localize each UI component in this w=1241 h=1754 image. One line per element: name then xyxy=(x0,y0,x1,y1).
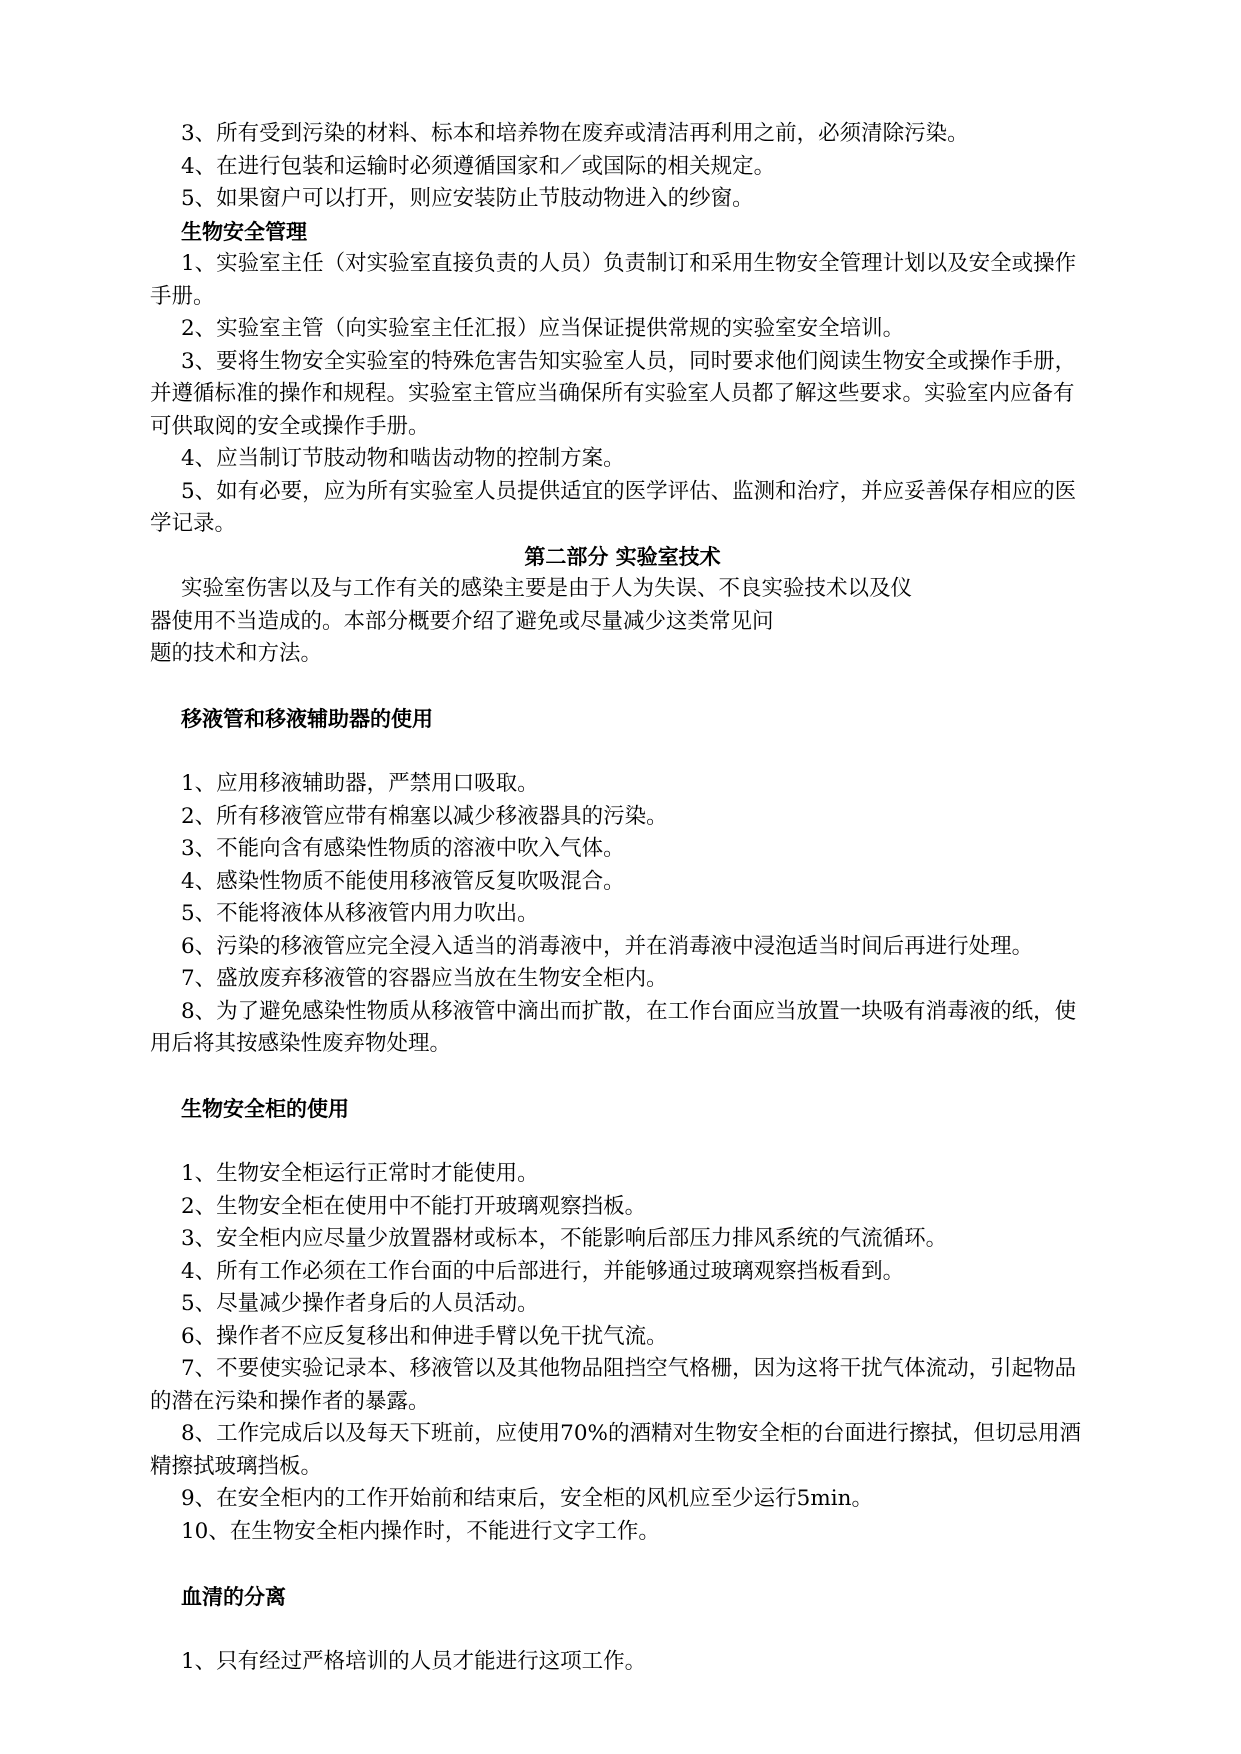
list-item: 3、要将生物安全实验室的特殊危害告知实验室人员，同时要求他们阅读生物安全或操作手册，并遵循标准的操作和规程。实验室主管应当确保所有实验室人员都了解这些要求。实验室内应备有可供取阅的安全或操作手册。 xyxy=(150,348,1077,439)
spacer xyxy=(150,671,1095,704)
list-item: 5、如有必要，应为所有实验室人员提供适宜的医学评估、监测和治疗，并应妥善保存相应的医学记录。 xyxy=(150,478,1077,536)
list-item: 3、不能向含有感染性物质的溶液中吹入气体。 xyxy=(181,836,625,861)
list-item: 3、安全柜内应尽量少放置器材或标本，不能影响后部压力排风系统的气流循环。 xyxy=(181,1226,948,1251)
spacer xyxy=(150,736,1095,769)
list-item: 2、实验室主管（向实验室主任汇报）应当保证提供常规的实验室安全培训。 xyxy=(181,316,905,341)
section-heading-biosafety-management: 生物安全管理 xyxy=(181,219,307,244)
list-item: 9、在安全柜内的工作开始前和结束后，安全柜的风机应至少运行5min。 xyxy=(181,1486,873,1511)
spacer xyxy=(150,1061,1095,1094)
list-item: 4、所有工作必须在工作台面的中后部进行，并能够通过玻璃观察挡板看到。 xyxy=(181,1258,905,1284)
intro-paragraph: 实验室伤害以及与工作有关的感染主要是由于人为失误、不良实验技术以及仪器使用不当造成的。本部分概要介绍了避免或尽量减少这类常见问 xyxy=(150,576,913,634)
list-item: 4、应当制订节肢动物和啮齿动物的控制方案。 xyxy=(181,446,625,471)
list-item: 5、不能将液体从移液管内用力吹出。 xyxy=(181,901,539,926)
section-heading-serum: 血清的分离 xyxy=(181,1584,286,1609)
list-item: 8、为了避免感染性物质从移液管中滴出而扩散，在工作台面应当放置一块吸有消毒液的纸，使用后将其按感染性废弃物处理。 xyxy=(150,998,1077,1056)
list-item: 2、生物安全柜在使用中不能打开玻璃观察挡板。 xyxy=(181,1193,647,1219)
section-heading-pipette: 移液管和移液辅助器的使用 xyxy=(181,707,433,731)
list-item: 7、不要使实验记录本、移液管以及其他物品阻挡空气格栅，因为这将干扰气体流动，引起物品的潜在污染和操作者的暴露。 xyxy=(150,1356,1077,1414)
list-item: 6、污染的移液管应完全浸入适当的消毒液中，并在消毒液中浸泡适当时间后再进行处理。 xyxy=(181,933,1034,959)
spacer xyxy=(150,1126,1095,1159)
spacer xyxy=(150,1548,1095,1581)
intro-paragraph-end: 题的技术和方法。 xyxy=(150,641,323,666)
list-item: 10、在生物安全柜内操作时，不能进行文字工作。 xyxy=(181,1518,660,1544)
list-item: 4、感染性物质不能使用移液管反复吹吸混合。 xyxy=(181,868,625,894)
list-item: 7、盛放废弃移液管的容器应当放在生物安全柜内。 xyxy=(181,966,668,991)
list-item: 5、如果窗户可以打开，则应安装防止节肢动物进入的纱窗。 xyxy=(181,186,754,211)
list-item: 2、所有移液管应带有棉塞以减少移液器具的污染。 xyxy=(181,803,668,829)
list-item: 1、只有经过严格培训的人员才能进行这项工作。 xyxy=(181,1648,647,1674)
spacer xyxy=(150,1613,1095,1646)
list-item: 1、生物安全柜运行正常时才能使用。 xyxy=(181,1161,539,1186)
section-heading-cabinet: 生物安全柜的使用 xyxy=(181,1097,349,1121)
document-body xyxy=(150,118,1095,1678)
list-item: 1、实验室主任（对实验室直接负责的人员）负责制订和采用生物安全管理计划以及安全或操作手册。 xyxy=(150,251,1077,309)
list-item: 6、操作者不应反复移出和伸进手臂以免干扰气流。 xyxy=(181,1323,668,1349)
list-item: 3、所有受到污染的材料、标本和培养物在废弃或清洁再利用之前，必须清除污染。 xyxy=(181,121,969,146)
list-item: 4、在进行包装和运输时必须遵循国家和／或国际的相关规定。 xyxy=(181,153,776,179)
list-item: 5、尽量减少操作者身后的人员活动。 xyxy=(181,1291,539,1316)
list-item: 1、应用移液辅助器，严禁用口吸取。 xyxy=(181,771,539,796)
part-title: 第二部分 实验室技术 xyxy=(524,544,721,569)
list-item: 8、工作完成后以及每天下班前，应使用70%的酒精对生物安全柜的台面进行擦拭，但切忌用酒精擦拭玻璃挡板。 xyxy=(150,1421,1081,1479)
